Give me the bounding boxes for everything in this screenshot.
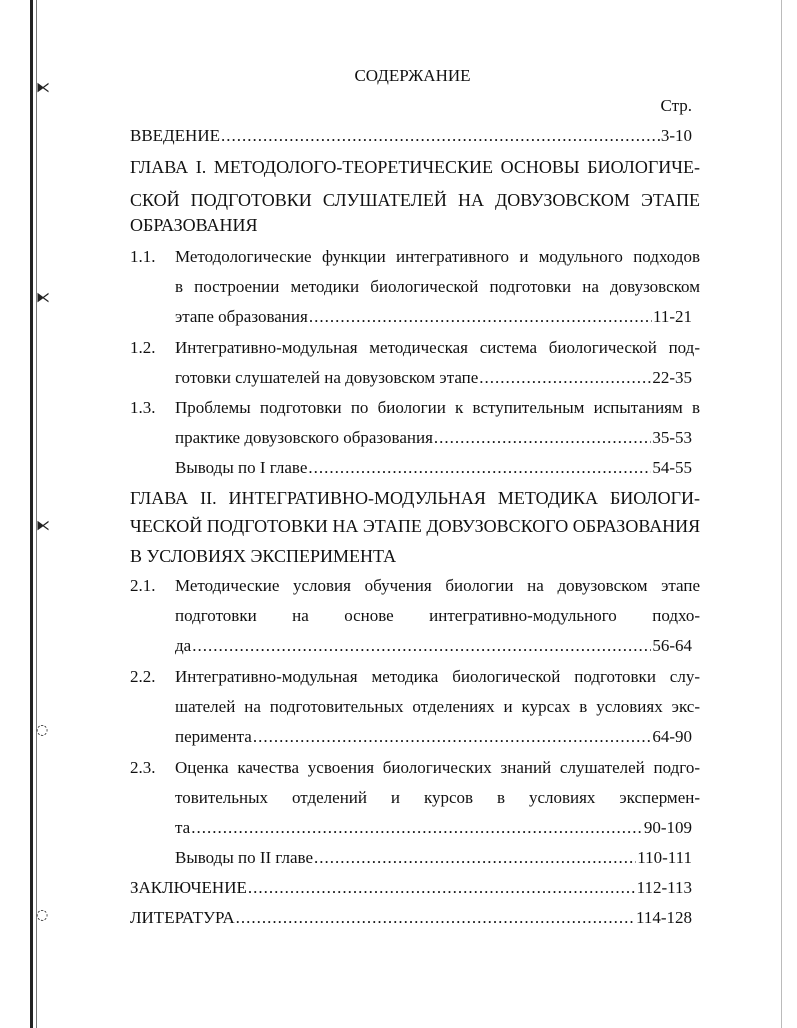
section-number: 1.2. xyxy=(130,338,156,357)
dot-leader xyxy=(309,307,652,327)
section-number: 2.2. xyxy=(130,667,156,686)
section-title-line: товительных отделений и курсов в условиях экспермен- xyxy=(175,788,700,807)
toc-entry-pages: 11-21 xyxy=(652,307,692,326)
toc-entry-1-3 xyxy=(175,428,692,448)
toc-entry-label: Выводы по I главе xyxy=(175,458,308,477)
toc-entry-pages: 54-55 xyxy=(652,458,692,477)
section-title-line: Проблемы подготовки по биологии к вступительным испытаниям в xyxy=(175,398,700,417)
toc-entry-2-1 xyxy=(175,636,692,656)
toc-entry-pages: 3-10 xyxy=(660,126,692,145)
binding-mark: ⧔ xyxy=(36,290,50,306)
toc-entry-2-3 xyxy=(175,818,692,838)
page-title: СОДЕРЖАНИЕ xyxy=(354,66,471,85)
dot-leader xyxy=(191,818,643,838)
section-title-line: в построении методики биологической подготовки на довузовском xyxy=(175,277,700,296)
toc-entry-label: та xyxy=(175,818,191,837)
toc-entry-pages: 114-128 xyxy=(635,908,692,927)
section-number: 1.1. xyxy=(130,247,156,266)
dot-leader xyxy=(308,458,651,478)
toc-entry-label: Выводы по II главе xyxy=(175,848,314,867)
toc-entry-chapter-1-conclusion xyxy=(175,458,692,478)
chapter-1-heading-line: ОБРАЗОВАНИЯ xyxy=(130,215,258,235)
dot-leader xyxy=(314,848,636,868)
dot-leader xyxy=(236,908,635,928)
chapter-2-heading-line: ЧЕСКОЙ ПОДГОТОВКИ НА ЭТАПЕ ДОВУЗОВСКОГО ОБРАЗОВАНИЯ xyxy=(130,516,701,536)
binding-mark: ⧔ xyxy=(36,518,50,534)
dot-leader xyxy=(253,727,652,747)
section-title-line: шателей на подготовительных отделениях и курсах в условиях экс- xyxy=(175,697,700,716)
toc-entry-label: перимента xyxy=(175,727,252,746)
binding-hole-mark: ◌ xyxy=(36,907,49,923)
section-title-line: Методологические функции интегративного и модульного подходов xyxy=(175,247,700,266)
binding-mark: ⧔ xyxy=(36,80,50,96)
toc-entry-label: готовки слушателей на довузовском этапе xyxy=(175,368,479,387)
toc-entry-label: да xyxy=(175,636,192,655)
toc-entry-label: ВВЕДЕНИЕ xyxy=(130,126,220,145)
toc-entry-conclusion xyxy=(130,878,692,898)
toc-entry-1-2 xyxy=(175,368,692,388)
section-title-line: Методические условия обучения биологии на довузовском этапе xyxy=(175,576,700,595)
section-title-line: Интегративно-модульная методика биологической подготовки слу- xyxy=(175,667,700,686)
toc-entry-pages: 110-111 xyxy=(637,848,692,867)
toc-entry-label: ЗАКЛЮЧЕНИЕ xyxy=(130,878,247,897)
binding-hole-mark: ◌ xyxy=(36,722,49,738)
section-number: 2.1. xyxy=(130,576,156,595)
toc-entry-references xyxy=(130,908,692,928)
page-right-border xyxy=(781,0,782,1028)
dot-leader xyxy=(248,878,636,898)
toc-entry-pages: 35-53 xyxy=(652,428,692,447)
section-title-line: Интегративно-модульная методическая система биологической под- xyxy=(175,338,700,357)
toc-entry-1-1 xyxy=(175,307,692,327)
section-number: 1.3. xyxy=(130,398,156,417)
toc-entry-pages: 90-109 xyxy=(643,818,692,837)
section-title-line: Оценка качества усвоения биологических знаний слушателей подго- xyxy=(175,758,700,777)
pages-column-header: Стр. xyxy=(660,96,692,115)
toc-entry-pages: 56-64 xyxy=(652,636,692,655)
page-left-border xyxy=(30,0,33,1028)
page-left-border-inner xyxy=(36,0,37,1028)
dot-leader xyxy=(434,428,651,448)
toc-entry-pages: 112-113 xyxy=(636,878,692,897)
toc-entry-introduction xyxy=(130,126,692,146)
chapter-2-heading-line: ГЛАВА II. ИНТЕГРАТИВНО-МОДУЛЬНАЯ МЕТОДИКА БИОЛОГИ- xyxy=(130,488,700,508)
section-title-line: подготовки на основе интегративно-модульного подхо- xyxy=(175,606,700,625)
dot-leader xyxy=(479,368,651,388)
chapter-1-heading-line: ГЛАВА I. МЕТОДОЛОГО-ТЕОРЕТИЧЕСКИЕ ОСНОВЫ БИОЛОГИЧЕ- xyxy=(130,157,700,177)
toc-entry-pages: 22-35 xyxy=(652,368,692,387)
toc-entry-label: этапе образования xyxy=(175,307,308,326)
toc-entry-label: ЛИТЕРАТУРА xyxy=(130,908,235,927)
chapter-1-heading-line: СКОЙ ПОДГОТОВКИ СЛУШАТЕЛЕЙ НА ДОВУЗОВСКОМ ЭТАПЕ xyxy=(130,190,700,210)
dot-leader xyxy=(221,126,660,146)
toc-entry-label: практике довузовского образования xyxy=(175,428,433,447)
section-number: 2.3. xyxy=(130,758,156,777)
toc-entry-chapter-2-conclusion xyxy=(175,848,692,868)
toc-entry-pages: 64-90 xyxy=(652,727,692,746)
chapter-2-heading-line: В УСЛОВИЯХ ЭКСПЕРИМЕНТА xyxy=(130,546,397,566)
dot-leader xyxy=(192,636,651,656)
toc-entry-2-2 xyxy=(175,727,692,747)
